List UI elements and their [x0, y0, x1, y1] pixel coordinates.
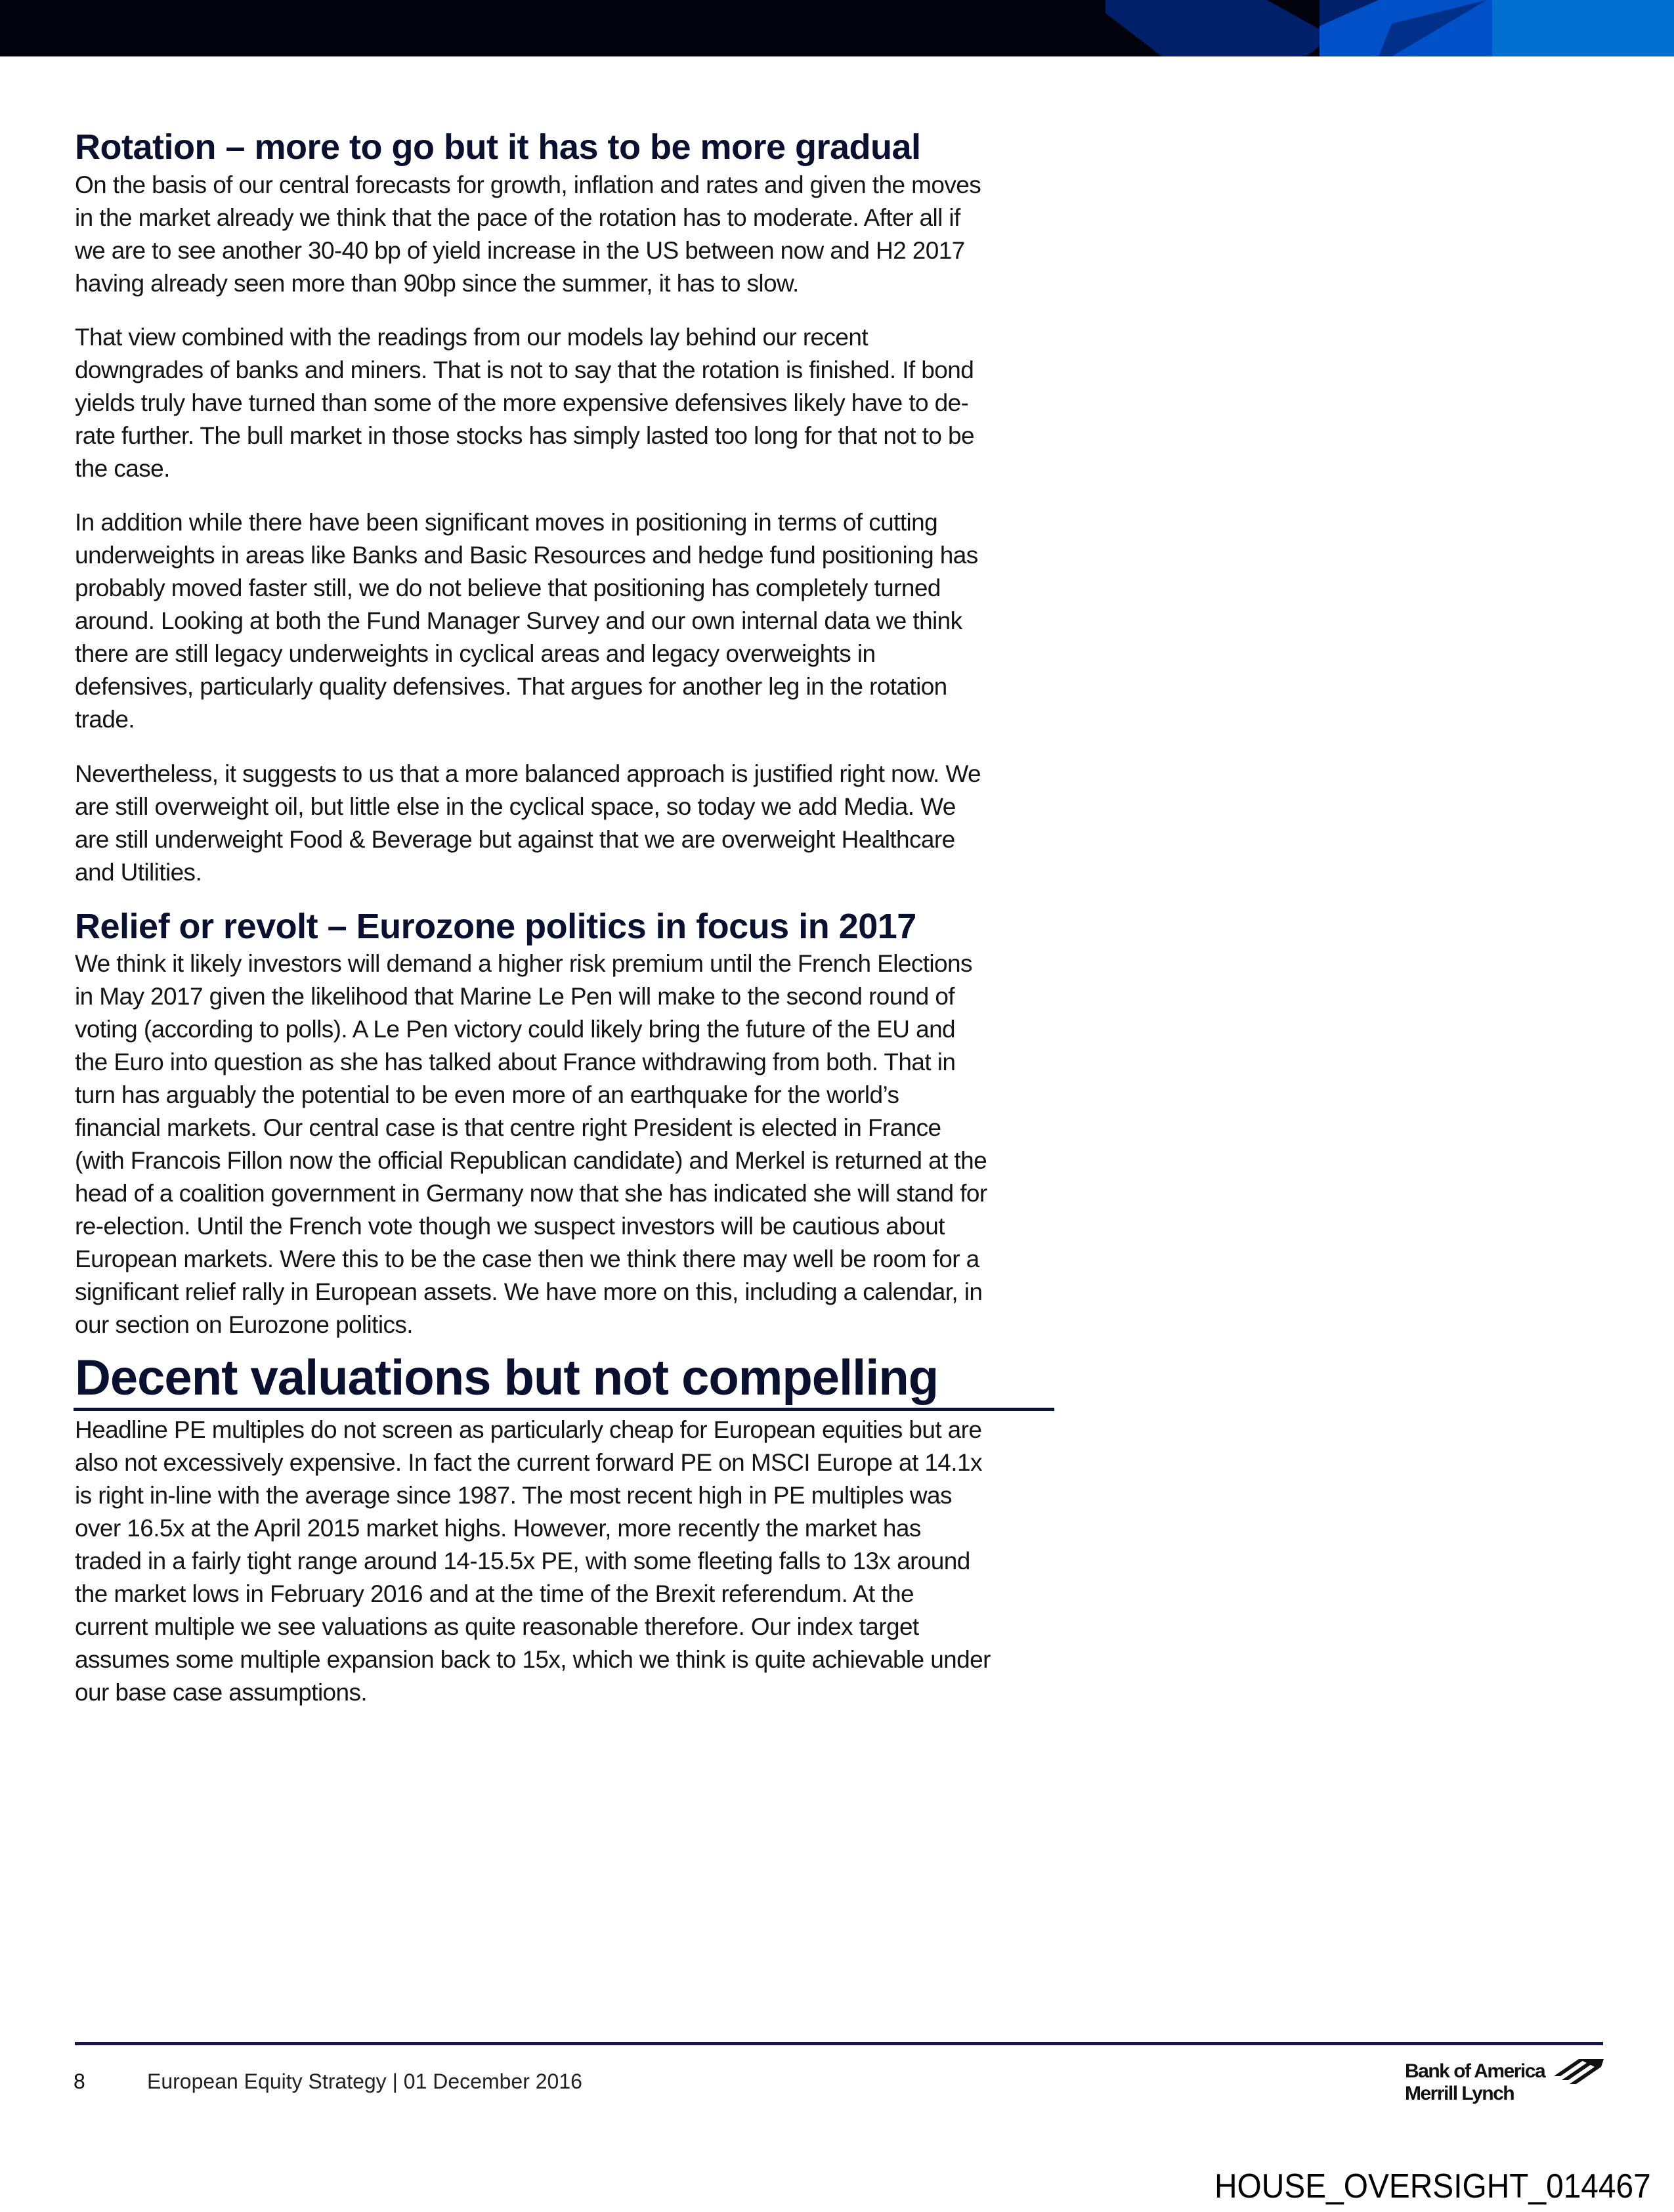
text-line: In addition while there have been significant moves in positioning in terms of cutting	[75, 509, 938, 536]
text-line: in May 2017 given the likelihood that Marine Le Pen will make to the second round of	[75, 983, 955, 1010]
section-heading-eurozone-politics: Relief or revolt – Eurozone politics in focus in 2017	[75, 907, 916, 946]
text-line: are still overweight oil, but little else in the cyclical space, so today we add Media. We	[75, 793, 956, 820]
text-line: re-election. Until the French vote though we suspect investors will be cautious about	[75, 1213, 945, 1240]
text-line: That view combined with the readings from our models lay behind our recent	[75, 324, 869, 351]
text-line: yields truly have turned than some of the more expensive defensives likely have to de-	[75, 389, 969, 416]
text-line: Nevertheless, it suggests to us that a more balanced approach is justified right now. We	[75, 760, 981, 787]
paragraph	[75, 321, 974, 485]
heading-underline	[74, 1408, 1054, 1411]
text-line: current multiple we see valuations as quite reasonable therefore. Our index target	[75, 1613, 919, 1640]
text-line: in the market already we think that the pace of the rotation has to moderate. After all if	[75, 204, 960, 231]
paragraph	[75, 758, 981, 889]
text-line: traded in a fairly tight range around 14-15.5x PE, with some fleeting falls to 13x around	[75, 1548, 970, 1574]
paragraph	[75, 506, 978, 736]
text-line: there are still legacy underweights in cyclical areas and legacy overweights in	[75, 640, 876, 667]
text-line: is right in-line with the average since 1987. The most recent high in PE multiples was	[75, 1482, 952, 1509]
text-line: On the basis of our central forecasts for growth, inflation and rates and given the moves	[75, 171, 981, 198]
footer-divider	[75, 2042, 1603, 2045]
text-line: around. Looking at both the Fund Manager Survey and our own internal data we think	[75, 607, 962, 634]
text-line: significant relief rally in European assets. We have more on this, including a calendar, in	[75, 1278, 983, 1305]
document-stamp: HOUSE_OVERSIGHT_014467	[1214, 2167, 1651, 2205]
text-line: European markets. Were this to be the case then we think there may well be room for a	[75, 1246, 979, 1272]
text-line: financial markets. Our central case is that centre right President is elected in France	[75, 1114, 941, 1141]
text-line: assumes some multiple expansion back to 15x, which we think is quite achievable under	[75, 1646, 991, 1673]
text-line: over 16.5x at the April 2015 market highs. However, more recently the market has	[75, 1515, 921, 1542]
text-line: the market lows in February 2016 and at the time of the Brexit referendum. At the	[75, 1580, 914, 1607]
text-line: (with Francois Fillon now the official Republican candidate) and Merkel is returned at the	[75, 1147, 987, 1174]
text-line: turn has arguably the potential to be even more of an earthquake for the world’s	[75, 1081, 899, 1108]
header-banner	[0, 0, 1674, 56]
logo-line-1: Bank of America	[1405, 2060, 1545, 2082]
paragraph	[75, 169, 981, 300]
text-line: rate further. The bull market in those stocks has simply lasted too long for that not to be	[75, 422, 974, 449]
text-line: and Utilities.	[75, 859, 202, 886]
text-line: underweights in areas like Banks and Basic Resources and hedge fund positioning has	[75, 542, 978, 569]
text-line: our base case assumptions.	[75, 1679, 368, 1706]
logo-line-2: Merrill Lynch	[1405, 2083, 1514, 2104]
text-line: downgrades of banks and miners. That is not to say that the rotation is finished. If bond	[75, 357, 974, 383]
paragraph	[75, 1414, 991, 1709]
text-line: our section on Eurozone politics.	[75, 1311, 413, 1338]
text-line: Headline PE multiples do not screen as particularly cheap for European equities but are	[75, 1416, 982, 1443]
section-heading-valuations: Decent valuations but not compelling	[75, 1350, 939, 1406]
text-line: head of a coalition government in Germany now that she has indicated she will stand for	[75, 1180, 987, 1207]
text-line: voting (according to polls). A Le Pen victory could likely bring the future of the EU and	[75, 1016, 956, 1043]
text-line: trade.	[75, 706, 135, 733]
text-line: probably moved faster still, we do not believe that positioning has completely turned	[75, 575, 941, 601]
flag-icon	[1553, 2056, 1605, 2089]
text-line: the Euro into question as she has talked about France withdrawing from both. That in	[75, 1049, 956, 1075]
text-line: defensives, particularly quality defensives. That argues for another leg in the rotation	[75, 673, 947, 700]
text-line: also not excessively expensive. In fact the current forward PE on MSCI Europe at 14.1x	[75, 1449, 982, 1476]
section-heading-rotation: Rotation – more to go but it has to be more gradual	[75, 127, 921, 167]
page-number: 8	[74, 2070, 85, 2093]
text-line: having already seen more than 90bp since the summer, it has to slow.	[75, 270, 799, 297]
text-line: are still underweight Food & Beverage but against that we are overweight Healthcare	[75, 826, 955, 853]
publication-info: European Equity Strategy | 01 December 2016	[147, 2070, 582, 2093]
text-line: the case.	[75, 455, 170, 482]
paragraph	[75, 947, 987, 1341]
bank-of-america-merrill-lynch-logo	[1405, 2060, 1605, 2108]
header-graphic	[0, 0, 1674, 56]
text-line: we are to see another 30-40 bp of yield increase in the US between now and H2 2017	[75, 237, 965, 264]
text-line: We think it likely investors will demand a higher risk premium until the French Elections	[75, 950, 972, 977]
